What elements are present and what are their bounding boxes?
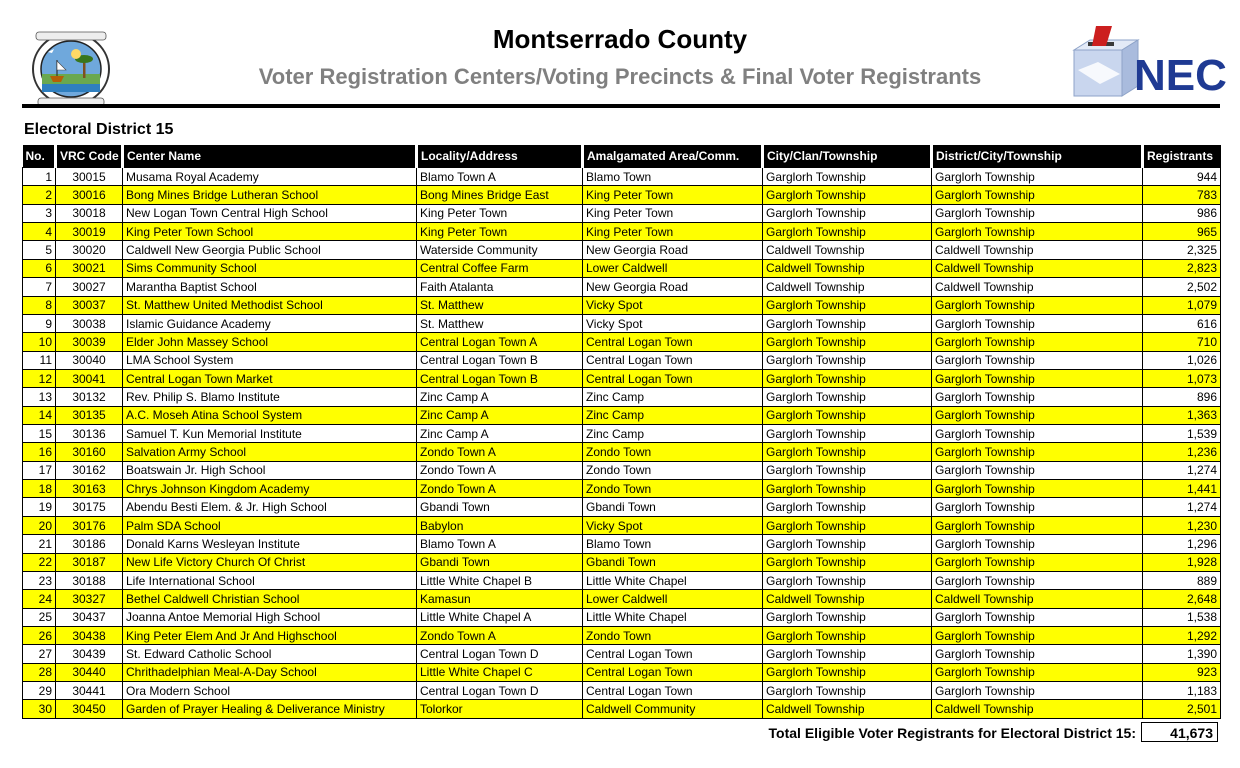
cell-district-city-township: Garglorh Township xyxy=(932,351,1143,369)
cell-district-city-township: Garglorh Township xyxy=(932,333,1143,351)
cell-vrc-code: 30441 xyxy=(56,682,123,700)
table-row xyxy=(23,535,1221,553)
cell-amalgamated-area: Zondo Town xyxy=(583,461,763,479)
cell-amalgamated-area: Lower Caldwell xyxy=(583,590,763,608)
cell-district-city-township: Garglorh Township xyxy=(932,369,1143,387)
cell-district-city-township: Caldwell Township xyxy=(932,259,1143,277)
cell-district-city-township: Garglorh Township xyxy=(932,516,1143,534)
cell-vrc-code: 30016 xyxy=(56,186,123,204)
cell-locality: Zinc Camp A xyxy=(417,388,583,406)
table-row xyxy=(23,168,1221,186)
cell-no: 23 xyxy=(23,571,56,589)
cell-district-city-township: Garglorh Township xyxy=(932,535,1143,553)
cell-vrc-code: 30038 xyxy=(56,314,123,332)
table-row xyxy=(23,498,1221,516)
cell-no: 16 xyxy=(23,443,56,461)
cell-vrc-code: 30136 xyxy=(56,425,123,443)
cell-city-clan-township: Garglorh Township xyxy=(763,553,932,571)
cell-vrc-code: 30018 xyxy=(56,204,123,222)
table-row xyxy=(23,333,1221,351)
cell-center-name: Abendu Besti Elem. & Jr. High School xyxy=(123,498,417,516)
cell-registrants: 1,274 xyxy=(1143,461,1221,479)
cell-locality: Zondo Town A xyxy=(417,443,583,461)
cell-amalgamated-area: Vicky Spot xyxy=(583,296,763,314)
cell-locality: Little White Chapel A xyxy=(417,608,583,626)
cell-locality: Waterside Community xyxy=(417,241,583,259)
cell-vrc-code: 30175 xyxy=(56,498,123,516)
cell-city-clan-township: Garglorh Township xyxy=(763,296,932,314)
cell-city-clan-township: Garglorh Township xyxy=(763,480,932,498)
cell-vrc-code: 30041 xyxy=(56,369,123,387)
cell-vrc-code: 30440 xyxy=(56,663,123,681)
cell-no: 27 xyxy=(23,645,56,663)
table-row xyxy=(23,682,1221,700)
cell-center-name: New Logan Town Central High School xyxy=(123,204,417,222)
cell-center-name: Life International School xyxy=(123,571,417,589)
col-header-amalgamated-area: Amalgamated Area/Comm. xyxy=(583,145,763,168)
cell-amalgamated-area: Little White Chapel xyxy=(583,571,763,589)
cell-no: 9 xyxy=(23,314,56,332)
cell-locality: Central Logan Town D xyxy=(417,682,583,700)
cell-center-name: Joanna Antoe Memorial High School xyxy=(123,608,417,626)
header-divider xyxy=(22,104,1220,108)
cell-city-clan-township: Garglorh Township xyxy=(763,314,932,332)
cell-city-clan-township: Garglorh Township xyxy=(763,516,932,534)
cell-registrants: 1,236 xyxy=(1143,443,1221,461)
cell-registrants: 1,538 xyxy=(1143,608,1221,626)
cell-locality: Blamo Town A xyxy=(417,535,583,553)
cell-locality: Blamo Town A xyxy=(417,168,583,186)
table-row xyxy=(23,516,1221,534)
table-row xyxy=(23,369,1221,387)
cell-no: 10 xyxy=(23,333,56,351)
cell-amalgamated-area: Blamo Town xyxy=(583,535,763,553)
cell-center-name: LMA School System xyxy=(123,351,417,369)
cell-city-clan-township: Caldwell Township xyxy=(763,259,932,277)
cell-registrants: 923 xyxy=(1143,663,1221,681)
page-subtitle: Voter Registration Centers/Voting Precincts & Final Voter Registrants xyxy=(258,64,982,89)
cell-no: 20 xyxy=(23,516,56,534)
cell-center-name: Rev. Philip S. Blamo Institute xyxy=(123,388,417,406)
cell-no: 28 xyxy=(23,663,56,681)
cell-amalgamated-area: New Georgia Road xyxy=(583,278,763,296)
cell-no: 15 xyxy=(23,425,56,443)
cell-amalgamated-area: Zondo Town xyxy=(583,626,763,644)
cell-amalgamated-area: Central Logan Town xyxy=(583,369,763,387)
cell-no: 11 xyxy=(23,351,56,369)
table-row xyxy=(23,425,1221,443)
cell-district-city-township: Garglorh Township xyxy=(932,461,1143,479)
cell-city-clan-township: Garglorh Township xyxy=(763,498,932,516)
cell-no: 2 xyxy=(23,186,56,204)
cell-amalgamated-area: Gbandi Town xyxy=(583,553,763,571)
cell-vrc-code: 30176 xyxy=(56,516,123,534)
cell-no: 7 xyxy=(23,278,56,296)
table-row xyxy=(23,663,1221,681)
cell-locality: Zondo Town A xyxy=(417,626,583,644)
cell-center-name: Samuel T. Kun Memorial Institute xyxy=(123,425,417,443)
cell-amalgamated-area: Blamo Town xyxy=(583,168,763,186)
cell-locality: Zondo Town A xyxy=(417,480,583,498)
cell-registrants: 2,823 xyxy=(1143,259,1221,277)
cell-no: 5 xyxy=(23,241,56,259)
table-row xyxy=(23,296,1221,314)
cell-locality: Tolorkor xyxy=(417,700,583,718)
cell-city-clan-township: Garglorh Township xyxy=(763,571,932,589)
cell-vrc-code: 30327 xyxy=(56,590,123,608)
table-row xyxy=(23,480,1221,498)
cell-center-name: King Peter Elem And Jr And Highschool xyxy=(123,626,417,644)
cell-no: 24 xyxy=(23,590,56,608)
cell-vrc-code: 30037 xyxy=(56,296,123,314)
cell-registrants: 1,230 xyxy=(1143,516,1221,534)
col-header-no: No. xyxy=(23,145,56,168)
cell-locality: Central Logan Town D xyxy=(417,645,583,663)
cell-registrants: 986 xyxy=(1143,204,1221,222)
cell-city-clan-township: Garglorh Township xyxy=(763,223,932,241)
cell-district-city-township: Garglorh Township xyxy=(932,168,1143,186)
cell-registrants: 1,928 xyxy=(1143,553,1221,571)
cell-locality: Zinc Camp A xyxy=(417,425,583,443)
cell-city-clan-township: Garglorh Township xyxy=(763,168,932,186)
col-header-district-city-township: District/City/Township xyxy=(932,145,1143,168)
cell-no: 12 xyxy=(23,369,56,387)
cell-district-city-township: Caldwell Township xyxy=(932,700,1143,718)
cell-city-clan-township: Garglorh Township xyxy=(763,663,932,681)
cell-city-clan-township: Caldwell Township xyxy=(763,590,932,608)
cell-amalgamated-area: Central Logan Town xyxy=(583,351,763,369)
cell-center-name: Elder John Massey School xyxy=(123,333,417,351)
cell-no: 19 xyxy=(23,498,56,516)
cell-city-clan-township: Caldwell Township xyxy=(763,278,932,296)
cell-center-name: King Peter Town School xyxy=(123,223,417,241)
cell-district-city-township: Caldwell Township xyxy=(932,590,1143,608)
cell-registrants: 1,390 xyxy=(1143,645,1221,663)
cell-no: 6 xyxy=(23,259,56,277)
cell-locality: Gbandi Town xyxy=(417,498,583,516)
table-row xyxy=(23,204,1221,222)
cell-district-city-township: Garglorh Township xyxy=(932,186,1143,204)
cell-locality: Bong Mines Bridge East xyxy=(417,186,583,204)
table-row xyxy=(23,314,1221,332)
cell-vrc-code: 30437 xyxy=(56,608,123,626)
cell-center-name: Bethel Caldwell Christian School xyxy=(123,590,417,608)
cell-vrc-code: 30027 xyxy=(56,278,123,296)
cell-locality: King Peter Town xyxy=(417,223,583,241)
cell-amalgamated-area: Zinc Camp xyxy=(583,425,763,443)
cell-amalgamated-area: Zondo Town xyxy=(583,480,763,498)
cell-center-name: Garden of Prayer Healing & Deliverance Ministry xyxy=(123,700,417,718)
cell-registrants: 1,079 xyxy=(1143,296,1221,314)
cell-district-city-township: Garglorh Township xyxy=(932,663,1143,681)
cell-district-city-township: Garglorh Township xyxy=(932,682,1143,700)
cell-registrants: 965 xyxy=(1143,223,1221,241)
cell-vrc-code: 30021 xyxy=(56,259,123,277)
table-row xyxy=(23,608,1221,626)
nec-logo-text: NEC xyxy=(1134,51,1227,100)
cell-center-name: St. Edward Catholic School xyxy=(123,645,417,663)
cell-city-clan-township: Garglorh Township xyxy=(763,425,932,443)
cell-city-clan-township: Garglorh Township xyxy=(763,443,932,461)
col-header-registrants: Registrants xyxy=(1143,145,1221,168)
table-row xyxy=(23,443,1221,461)
cell-registrants: 1,183 xyxy=(1143,682,1221,700)
page-title: Montserrado County xyxy=(492,24,748,54)
cell-center-name: Central Logan Town Market xyxy=(123,369,417,387)
cell-vrc-code: 30019 xyxy=(56,223,123,241)
cell-registrants: 1,274 xyxy=(1143,498,1221,516)
cell-registrants: 1,073 xyxy=(1143,369,1221,387)
cell-amalgamated-area: King Peter Town xyxy=(583,223,763,241)
cell-city-clan-township: Caldwell Township xyxy=(763,700,932,718)
table-row xyxy=(23,571,1221,589)
cell-amalgamated-area: Lower Caldwell xyxy=(583,259,763,277)
cell-no: 8 xyxy=(23,296,56,314)
cell-city-clan-township: Garglorh Township xyxy=(763,535,932,553)
cell-city-clan-township: Garglorh Township xyxy=(763,406,932,424)
cell-registrants: 1,363 xyxy=(1143,406,1221,424)
cell-no: 29 xyxy=(23,682,56,700)
cell-district-city-township: Garglorh Township xyxy=(932,406,1143,424)
cell-registrants: 2,648 xyxy=(1143,590,1221,608)
cell-city-clan-township: Garglorh Township xyxy=(763,369,932,387)
cell-district-city-township: Garglorh Township xyxy=(932,443,1143,461)
table-row xyxy=(23,241,1221,259)
cell-vrc-code: 30187 xyxy=(56,553,123,571)
col-header-center-name: Center Name xyxy=(123,145,417,168)
cell-city-clan-township: Garglorh Township xyxy=(763,204,932,222)
cell-amalgamated-area: Zondo Town xyxy=(583,443,763,461)
cell-center-name: Chrithadelphian Meal-A-Day School xyxy=(123,663,417,681)
cell-district-city-township: Garglorh Township xyxy=(932,571,1143,589)
cell-no: 14 xyxy=(23,406,56,424)
cell-center-name: Sims Community School xyxy=(123,259,417,277)
cell-locality: Central Logan Town B xyxy=(417,351,583,369)
cell-city-clan-township: Garglorh Township xyxy=(763,333,932,351)
col-header-locality: Locality/Address xyxy=(417,145,583,168)
table-row xyxy=(23,553,1221,571)
cell-locality: Central Coffee Farm xyxy=(417,259,583,277)
table-row xyxy=(23,388,1221,406)
cell-city-clan-township: Caldwell Township xyxy=(763,241,932,259)
cell-amalgamated-area: Vicky Spot xyxy=(583,314,763,332)
cell-locality: Kamasun xyxy=(417,590,583,608)
cell-center-name: Boatswain Jr. High School xyxy=(123,461,417,479)
table-row xyxy=(23,351,1221,369)
cell-district-city-township: Caldwell Township xyxy=(932,278,1143,296)
cell-vrc-code: 30039 xyxy=(56,333,123,351)
cell-amalgamated-area: Central Logan Town xyxy=(583,663,763,681)
cell-vrc-code: 30015 xyxy=(56,168,123,186)
cell-amalgamated-area: Caldwell Community xyxy=(583,700,763,718)
cell-locality: St. Matthew xyxy=(417,314,583,332)
cell-center-name: Ora Modern School xyxy=(123,682,417,700)
cell-vrc-code: 30020 xyxy=(56,241,123,259)
table-row xyxy=(23,186,1221,204)
cell-no: 13 xyxy=(23,388,56,406)
cell-center-name: Islamic Guidance Academy xyxy=(123,314,417,332)
cell-no: 21 xyxy=(23,535,56,553)
cell-no: 1 xyxy=(23,168,56,186)
cell-district-city-township: Garglorh Township xyxy=(932,626,1143,644)
cell-locality: Gbandi Town xyxy=(417,553,583,571)
nec-logo xyxy=(1068,24,1227,104)
cell-amalgamated-area: Vicky Spot xyxy=(583,516,763,534)
cell-registrants: 710 xyxy=(1143,333,1221,351)
cell-amalgamated-area: Central Logan Town xyxy=(583,333,763,351)
cell-center-name: A.C. Moseh Atina School System xyxy=(123,406,417,424)
cell-city-clan-township: Garglorh Township xyxy=(763,682,932,700)
cell-no: 4 xyxy=(23,223,56,241)
cell-center-name: Bong Mines Bridge Lutheran School xyxy=(123,186,417,204)
cell-registrants: 616 xyxy=(1143,314,1221,332)
cell-registrants: 2,325 xyxy=(1143,241,1221,259)
cell-vrc-code: 30160 xyxy=(56,443,123,461)
cell-center-name: Palm SDA School xyxy=(123,516,417,534)
cell-district-city-township: Garglorh Township xyxy=(932,553,1143,571)
cell-no: 26 xyxy=(23,626,56,644)
page-header xyxy=(0,0,1240,110)
cell-amalgamated-area: Little White Chapel xyxy=(583,608,763,626)
cell-no: 3 xyxy=(23,204,56,222)
cell-registrants: 1,292 xyxy=(1143,626,1221,644)
cell-city-clan-township: Garglorh Township xyxy=(763,351,932,369)
table-row xyxy=(23,223,1221,241)
cell-center-name: Donald Karns Wesleyan Institute xyxy=(123,535,417,553)
cell-vrc-code: 30450 xyxy=(56,700,123,718)
cell-center-name: Salvation Army School xyxy=(123,443,417,461)
cell-vrc-code: 30163 xyxy=(56,480,123,498)
cell-vrc-code: 30040 xyxy=(56,351,123,369)
cell-district-city-township: Caldwell Township xyxy=(932,241,1143,259)
cell-district-city-township: Garglorh Township xyxy=(932,480,1143,498)
cell-no: 25 xyxy=(23,608,56,626)
cell-registrants: 1,026 xyxy=(1143,351,1221,369)
cell-center-name: Marantha Baptist School xyxy=(123,278,417,296)
cell-vrc-code: 30162 xyxy=(56,461,123,479)
cell-registrants: 2,501 xyxy=(1143,700,1221,718)
cell-district-city-township: Garglorh Township xyxy=(932,296,1143,314)
cell-city-clan-township: Garglorh Township xyxy=(763,186,932,204)
cell-district-city-township: Garglorh Township xyxy=(932,388,1143,406)
cell-center-name: Chrys Johnson Kingdom Academy xyxy=(123,480,417,498)
cell-city-clan-township: Garglorh Township xyxy=(763,388,932,406)
cell-locality: St. Matthew xyxy=(417,296,583,314)
cell-locality: Central Logan Town A xyxy=(417,333,583,351)
cell-district-city-township: Garglorh Township xyxy=(932,314,1143,332)
cell-registrants: 944 xyxy=(1143,168,1221,186)
cell-amalgamated-area: Zinc Camp xyxy=(583,406,763,424)
table-row xyxy=(23,645,1221,663)
table-row xyxy=(23,626,1221,644)
col-header-vrc-code: VRC Code xyxy=(56,145,123,168)
cell-city-clan-township: Garglorh Township xyxy=(763,645,932,663)
cell-locality: Zinc Camp A xyxy=(417,406,583,424)
cell-registrants: 783 xyxy=(1143,186,1221,204)
cell-city-clan-township: Garglorh Township xyxy=(763,626,932,644)
cell-district-city-township: Garglorh Township xyxy=(932,645,1143,663)
cell-city-clan-township: Garglorh Township xyxy=(763,461,932,479)
cell-vrc-code: 30186 xyxy=(56,535,123,553)
cell-district-city-township: Garglorh Township xyxy=(932,498,1143,516)
cell-no: 30 xyxy=(23,700,56,718)
table-row xyxy=(23,700,1221,718)
table-row xyxy=(23,590,1221,608)
cell-amalgamated-area: Central Logan Town xyxy=(583,682,763,700)
cell-center-name: New Life Victory Church Of Christ xyxy=(123,553,417,571)
cell-vrc-code: 30132 xyxy=(56,388,123,406)
cell-locality: King Peter Town xyxy=(417,204,583,222)
cell-vrc-code: 30135 xyxy=(56,406,123,424)
cell-locality: Little White Chapel C xyxy=(417,663,583,681)
cell-amalgamated-area: King Peter Town xyxy=(583,186,763,204)
cell-amalgamated-area: Gbandi Town xyxy=(583,498,763,516)
table-row xyxy=(23,278,1221,296)
table-row xyxy=(23,259,1221,277)
cell-district-city-township: Garglorh Township xyxy=(932,223,1143,241)
registration-table xyxy=(22,145,1221,719)
district-title: Electoral District 15 xyxy=(24,121,174,138)
cell-vrc-code: 30438 xyxy=(56,626,123,644)
cell-locality: Central Logan Town B xyxy=(417,369,583,387)
cell-district-city-township: Garglorh Township xyxy=(932,425,1143,443)
cell-center-name: Caldwell New Georgia Public School xyxy=(123,241,417,259)
cell-locality: Zondo Town A xyxy=(417,461,583,479)
cell-vrc-code: 30439 xyxy=(56,645,123,663)
cell-amalgamated-area: Zinc Camp xyxy=(583,388,763,406)
cell-district-city-township: Garglorh Township xyxy=(932,608,1143,626)
cell-no: 17 xyxy=(23,461,56,479)
cell-amalgamated-area: New Georgia Road xyxy=(583,241,763,259)
total-label: Total Eligible Voter Registrants for Electoral District 15: xyxy=(768,725,1136,741)
cell-city-clan-township: Garglorh Township xyxy=(763,608,932,626)
cell-amalgamated-area: Central Logan Town xyxy=(583,645,763,663)
col-header-city-clan-township: City/Clan/Township xyxy=(763,145,932,168)
cell-registrants: 896 xyxy=(1143,388,1221,406)
cell-center-name: Musama Royal Academy xyxy=(123,168,417,186)
cell-amalgamated-area: King Peter Town xyxy=(583,204,763,222)
cell-center-name: St. Matthew United Methodist School xyxy=(123,296,417,314)
cell-locality: Faith Atalanta xyxy=(417,278,583,296)
cell-registrants: 2,502 xyxy=(1143,278,1221,296)
table-header-row xyxy=(23,145,1221,168)
table-body xyxy=(23,168,1221,719)
table-row xyxy=(23,461,1221,479)
cell-registrants: 1,441 xyxy=(1143,480,1221,498)
cell-vrc-code: 30188 xyxy=(56,571,123,589)
cell-locality: Babylon xyxy=(417,516,583,534)
cell-registrants: 1,296 xyxy=(1143,535,1221,553)
table-row xyxy=(23,406,1221,424)
cell-registrants: 889 xyxy=(1143,571,1221,589)
cell-locality: Little White Chapel B xyxy=(417,571,583,589)
total-value: 41,673 xyxy=(1141,722,1218,742)
cell-no: 22 xyxy=(23,553,56,571)
cell-registrants: 1,539 xyxy=(1143,425,1221,443)
cell-district-city-township: Garglorh Township xyxy=(932,204,1143,222)
cell-no: 18 xyxy=(23,480,56,498)
